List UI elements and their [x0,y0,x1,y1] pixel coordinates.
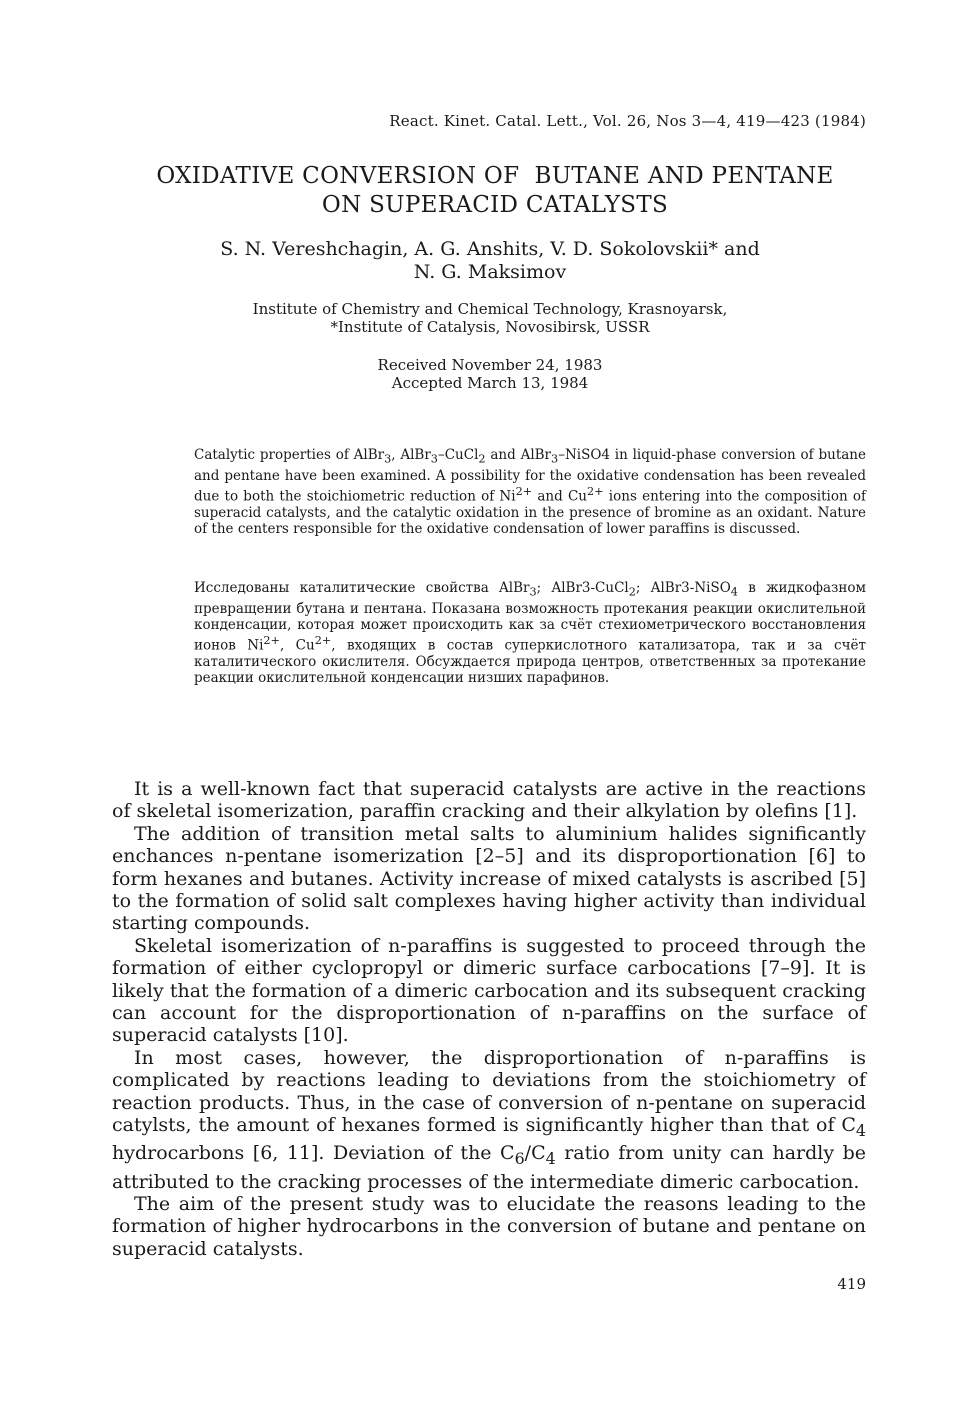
abstract-ru-text: , Cu [279,637,315,654]
title-line-1: OXIDATIVE CONVERSION OF BUTANE AND PENTANE [156,163,834,189]
affiliations [150,300,830,336]
affiliation-line-2: *Institute of Catalysis, Novosibirsk, USSR [330,318,650,336]
paragraph-4 [112,1047,866,1193]
abstract-ru-text: ; AlBr3-CuCl [536,580,629,596]
abstract-russian [194,580,866,686]
abstract-en-text: –NiSO4 in liquid-phase conversion of butane and pentane have been examined. A possibility for the oxidative condensation has been revealed due to both the stoichiometric reduction of Ni [194,447,866,505]
subscript: 2 [478,452,486,466]
subscript: 6 [514,1149,525,1169]
paragraph-4-text: /C [524,1142,546,1165]
authors-line-2: N. G. Maksimov [413,261,567,283]
abstract-ru-text: , входящих в состав суперкислотного катализатора, так и за счёт каталитического окислителя. Обсуждается природа центров, ответственных за протекание реакции окислительной конденсации низших парафинов. [194,637,866,687]
page-number: 419 [837,1275,866,1293]
abstract-en-text: and AlBr [485,447,552,463]
abstract-en-text: –CuCl [437,447,479,463]
affiliation-line-1: Institute of Chemistry and Chemical Technology, Krasnoyarsk, [252,300,728,318]
superscript: 2+ [314,634,332,648]
paragraph-4-text: ratio from unity can hardly be attributed to the cracking processes of the intermediate dimeric carbocation. [112,1142,866,1193]
superscript: 2+ [515,485,533,499]
subscript: 4 [855,1120,866,1140]
paragraph-4-text: hydrocarbons [6, 11]. Deviation of the C [112,1142,515,1165]
subscript: 3 [430,452,438,466]
journal-citation: React. Kinet. Catal. Lett., Vol. 26, Nos 3—4, 419—423 (1984) [389,112,866,130]
submission-dates [150,356,830,392]
superscript: 2+ [263,634,280,648]
received-date: Received November 24, 1983 [377,356,603,374]
subscript: 2 [628,585,636,599]
subscript: 4 [545,1149,556,1169]
abstract-en-text: , AlBr [391,447,431,463]
subscript: 3 [529,585,537,599]
authors-line-1: S. N. Vereshchagin, A. G. Anshits, V. D. Sokolovskii* and [220,238,760,260]
paragraph-5: The aim of the present study was to elucidate the reasons leading to the formation of higher hydrocarbons in the conversion of butane and pentane on superacid catalysts. [112,1192,866,1260]
superscript: 2+ [587,485,604,499]
title-line-2: ON SUPERACID CATALYSTS [321,192,669,218]
body-text [112,778,866,1260]
abstract-en-text: Catalytic properties of AlBr [194,447,385,463]
paragraph-1: It is a well-known fact that superacid catalysts are active in the reactions of skeletal isomerization, paraffin cracking and their alkylation by olefins [1]. [112,778,866,823]
paper-title [110,162,880,220]
paragraph-3: Skeletal isomerization of n-paraffins is suggested to proceed through the formation of either cyclopropyl or dimeric surface carbocations [7–9]. It is likely that the formation of a dimeric carbocation and its subsequent cracking can account for the disproportionation of n-paraffins on the surface of superacid catalysts [10]. [112,934,866,1047]
abstract-ru-text: в жидкофазном превращении бутана и пентана. Показана возможность протекания реакции окислительной конденсации, которая может происходить как за счёт стехиометрического восстановления ионов Ni [194,580,866,654]
abstract-ru-text: ; AlBr3-NiSO [635,580,731,596]
subscript: 3 [551,452,559,466]
accepted-date: Accepted March 13, 1984 [391,374,589,392]
paragraph-4-text: In most cases, however, the disproportionation of n-paraffins is complicated by reactions leading to deviations from the stoichiometry of reaction products. Thus, in the case of conversion of n-pentane on superacid catylsts, the amount of hexanes formed is significantly higher than that of C [112,1046,866,1137]
abstract-english [194,447,866,537]
abstract-en-text: and Cu [532,488,587,505]
subscript: 4 [730,585,738,599]
subscript: 3 [384,452,392,466]
author-list [150,238,830,284]
paragraph-2: The addition of transition metal salts to aluminium halides significantly enchances n-pentane isomerization [2–5] and its disproportionation [6] to form hexanes and butanes. Activity increase of mixed catalysts is ascribed [5] to the formation of solid salt complexes having higher activity than individual starting compounds. [112,822,866,935]
abstract-en-text: ions entering into the composition of superacid catalysts, and the catalytic oxidation in the presence of bromine as an oxidant. Nature of the centers responsible for the oxidative condensation of lower paraffins is discussed. [194,488,867,537]
abstract-ru-text: Исследованы каталитические свойства AlBr [194,580,530,596]
